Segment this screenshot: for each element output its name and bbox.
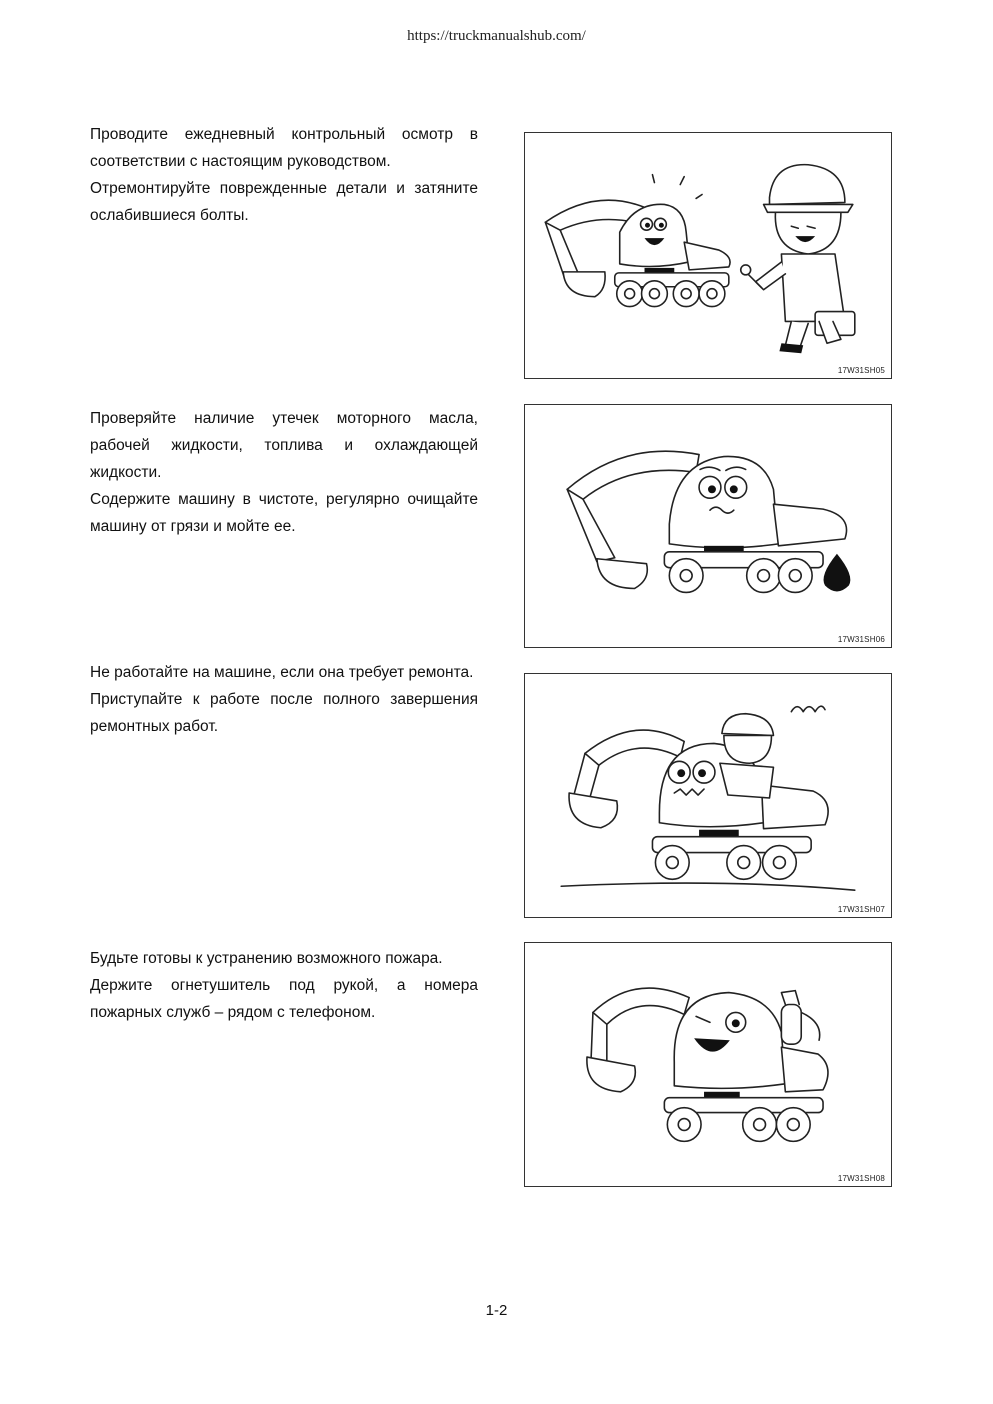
section-4-paragraph-1: Будьте готовы к устранению возможного пожара. [90, 950, 443, 967]
source-url[interactable]: https://truckmanualshub.com/ [407, 28, 586, 44]
figure-excavator-fire-extinguisher [524, 942, 892, 1187]
excavator-extinguisher-illustration [525, 943, 891, 1186]
figure-code: 17W31SH07 [837, 905, 885, 914]
figure-excavator-leak [524, 404, 892, 648]
section-1-paragraph-2: Отремонтируйте поврежденные детали и затяните ослабившиеся болты. [90, 180, 478, 224]
figure-code: 17W31SH06 [837, 635, 885, 644]
section-4-text [90, 945, 478, 1026]
section-4-paragraph-2: Держите огнетушитель под рукой, а номера пожарных служб – рядом с телефоном. [90, 977, 478, 1021]
section-1-text [90, 121, 478, 229]
section-2-paragraph-1: Проверяйте наличие утечек моторного масла, рабочей жидкости, топлива и охлаждающей жидкости. [90, 410, 478, 481]
figure-code: 17W31SH05 [837, 366, 885, 375]
section-3-paragraph-1: Не работайте на машине, если она требует ремонта. [90, 664, 474, 681]
figure-excavator-inspection [524, 132, 892, 379]
section-2-paragraph-2: Содержите машину в чистоте, регулярно очищайте машину от грязи и мойте ее. [90, 491, 478, 535]
figure-code: 17W31SH08 [837, 1174, 885, 1183]
leaking-excavator-illustration [525, 405, 891, 647]
section-1-paragraph-1: Проводите ежедневный контрольный осмотр в соответствии с настоящим руководством. [90, 126, 478, 170]
section-3-text [90, 659, 478, 740]
excavator-mechanic-illustration [525, 133, 891, 378]
section-3-paragraph-2: Приступайте к работе после полного завершения ремонтных работ. [90, 691, 478, 735]
section-2-text [90, 405, 478, 540]
figure-excavator-repair [524, 673, 892, 918]
page-number: 1-2 [485, 1302, 508, 1319]
worried-excavator-illustration [525, 674, 891, 917]
